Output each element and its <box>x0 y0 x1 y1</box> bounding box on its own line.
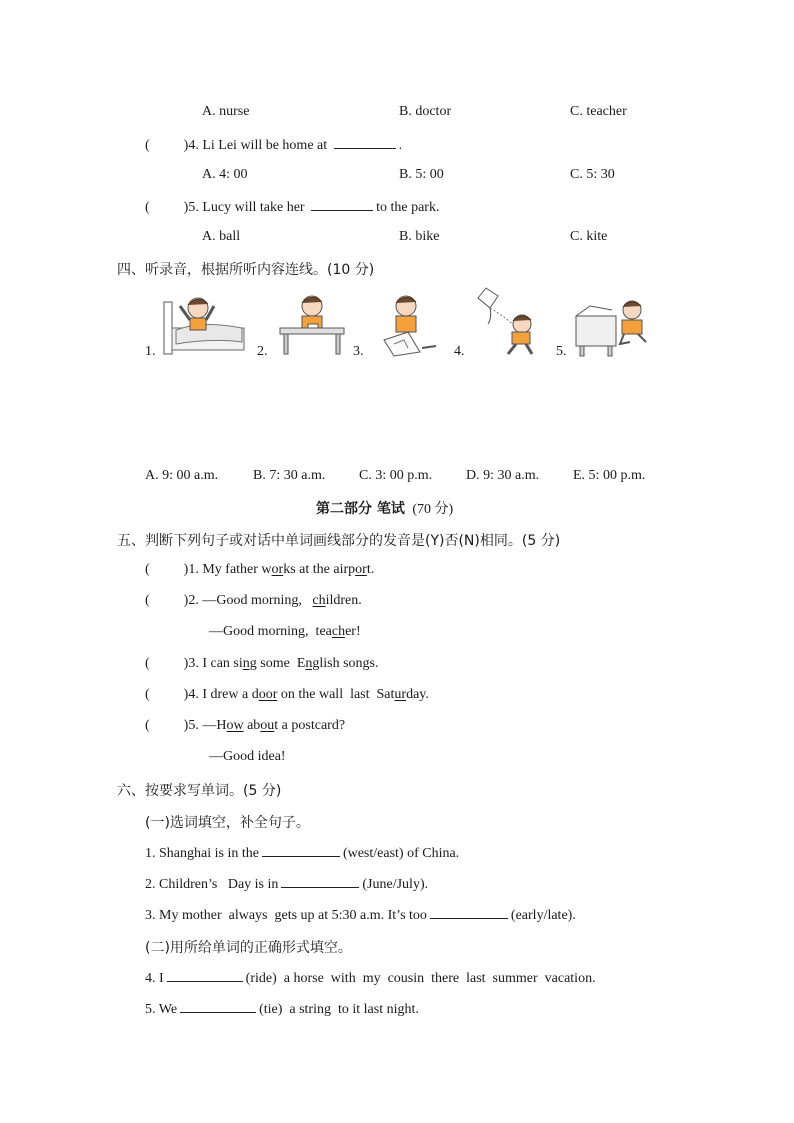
section-5-item-2: ( )2. —Good morning, children. <box>145 593 362 608</box>
boy-studying-at-desk-image <box>278 292 346 356</box>
answer-paren-close: ) <box>183 200 189 215</box>
underlined-letters: ow <box>226 718 244 733</box>
section-5-item-5: ( )5. —How about a postcard? <box>145 718 346 733</box>
underlined-letters: ch <box>312 593 326 608</box>
boy-flying-kite-image <box>470 286 546 358</box>
section-4-title: 四、听录音，根据所听内容连线。(10 分) <box>117 262 375 278</box>
pic-number-5: 5. <box>556 344 567 359</box>
question-end: . <box>398 138 403 153</box>
section-5-item-3: ( )3. I can sing some English songs. <box>145 656 379 671</box>
pic-number-3: 3. <box>353 344 364 359</box>
section-6-sub-1: (一)选词填空，补全句子。 <box>145 815 310 831</box>
part-2-title: 第二部分 笔试 <box>316 501 405 517</box>
section-6-sentence-5: 5. We (tie) a string to it last night. <box>145 1002 419 1017</box>
q3-option-b-row1: B. doctor <box>399 104 452 119</box>
answer-paren-close: ) <box>183 138 189 153</box>
underlined-letters: ng <box>242 656 257 671</box>
section-5-item-4: ( )4. I drew a door on the wall last Saturday. <box>145 687 429 702</box>
part-2-score: (70 分) <box>412 502 454 517</box>
boy-watching-tv-image <box>572 296 652 358</box>
underlined-letters: ou <box>260 718 275 733</box>
pic-number-2: 2. <box>257 344 268 359</box>
q3-item-5 <box>145 198 439 216</box>
boy-drawing-picture-image <box>374 290 440 358</box>
answer-blank[interactable] <box>262 844 340 857</box>
question-end: to the park. <box>376 200 440 215</box>
pic-number-1: 1. <box>145 344 156 359</box>
time-option-b: B. 7: 30 a.m. <box>253 468 326 483</box>
q3-option-c-row3: C. kite <box>570 229 608 244</box>
time-option-e: E. 5: 00 p.m. <box>573 468 646 483</box>
part-2-heading <box>316 498 453 518</box>
time-option-a: A. 9: 00 a.m. <box>145 468 219 483</box>
time-option-d: D. 9: 30 a.m. <box>466 468 540 483</box>
underlined-letters: ng <box>305 656 320 671</box>
question-text: 5. Lucy will take her <box>188 200 305 215</box>
underlined-letters: or <box>271 562 284 577</box>
underlined-letters: oor <box>258 687 278 702</box>
q3-option-c-row1: C. teacher <box>570 104 627 119</box>
question-text: 4. Li Lei will be home at <box>188 138 328 153</box>
section-5-item-1: ( )1. My father works at the airport. <box>145 562 375 577</box>
answer-blank[interactable] <box>180 1000 256 1013</box>
underlined-letters: or <box>355 562 367 577</box>
section-6-sentence-2: 2. Children’s Day is in (June/July). <box>145 877 429 892</box>
section-6-title: 六、按要求写单词。(5 分) <box>117 783 282 799</box>
section-6-sentence-4: 4. I (ride) a horse with my cousin there last summer vacation. <box>145 971 596 986</box>
q3-option-b-row3: B. bike <box>399 229 440 244</box>
answer-paren-open: ( <box>145 138 150 153</box>
underlined-letters: ch <box>331 624 346 639</box>
answer-blank[interactable] <box>311 198 373 211</box>
section-6-sub-2: (二)用所给单词的正确形式填空。 <box>145 940 352 956</box>
q3-option-a-row2: A. 4: 00 <box>202 167 248 182</box>
boy-waking-in-bed-image <box>162 292 248 358</box>
section-5-title: 五、判断下列句子或对话中单词画线部分的发音是(Y)否(N)相同。(5 分) <box>117 533 561 549</box>
section-5-item-5-reply: —Good idea! <box>209 749 286 764</box>
answer-blank[interactable] <box>430 906 508 919</box>
answer-blank[interactable] <box>281 875 359 888</box>
q3-option-c-row2: C. 5: 30 <box>570 167 615 182</box>
q3-option-a-row1: A. nurse <box>202 104 250 119</box>
answer-blank[interactable] <box>167 969 243 982</box>
section-5-item-2-reply: —Good morning, teacher! <box>209 624 361 639</box>
pic-number-4: 4. <box>454 344 465 359</box>
time-option-c: C. 3: 00 p.m. <box>359 468 433 483</box>
q3-option-b-row2: B. 5: 00 <box>399 167 444 182</box>
answer-paren-open: ( <box>145 200 150 215</box>
answer-blank[interactable] <box>334 136 396 149</box>
q3-option-a-row3: A. ball <box>202 229 241 244</box>
q3-item-4 <box>145 136 402 154</box>
section-6-sentence-3: 3. My mother always gets up at 5:30 a.m. It’s too (early/late). <box>145 908 576 923</box>
underlined-letters: ur <box>394 687 407 702</box>
section-6-sentence-1: 1. Shanghai is in the (west/east) of China. <box>145 846 460 861</box>
